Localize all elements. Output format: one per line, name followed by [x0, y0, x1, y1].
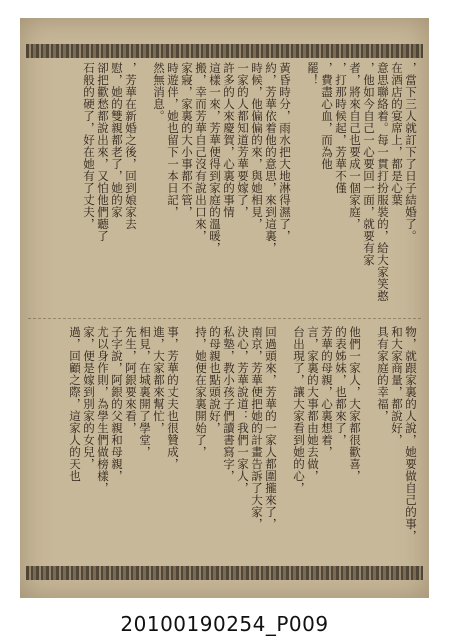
text-column: 慰，她的雙親都老了，她的家 — [110, 62, 124, 218]
text-column: 這樣一來，芳華便得到家庭的溫暖， — [208, 62, 222, 254]
text-column: 在酒店的宴席上，都是心葉 — [390, 62, 404, 206]
text-column: 芳華的母親，心裏想着， — [320, 326, 334, 458]
text-column: 回過頭來，芳華的一家人都圍攏來了， — [264, 326, 278, 530]
text-column: 時遊伴，她也留下一本日記， — [166, 62, 180, 218]
text-column: 他們一家人，大家都很歡喜， — [348, 326, 362, 482]
text-column: 尤以身作則，為學生們做榜樣， — [96, 326, 110, 494]
text-column: 時候，他偏偏的來，與她相見， — [250, 62, 264, 230]
text-column: 約，芳華依着他的意思，來到這裏， — [264, 62, 278, 254]
text-column: 許多的人來慶賀，心裏的事情 — [222, 62, 236, 218]
text-column: 和大家商量，都說好， — [390, 326, 404, 446]
text-column: 家，便是嫁到別家的女兒， — [82, 326, 96, 470]
text-column: 罷！ — [306, 62, 320, 86]
text-column: 然無消息。 — [152, 62, 166, 122]
text-column — [293, 62, 305, 312]
decorative-border-top — [26, 44, 423, 58]
text-column: 進，大家都來幫忙， — [152, 326, 166, 434]
section-divider — [28, 318, 421, 319]
text-column: 物，就跟家裏的人說，她要做自己的事， — [404, 326, 418, 542]
text-column: 過，回顧之際，這家人的天也 — [68, 326, 82, 482]
text-column: 者，將來自己也要成一個家庭， — [348, 62, 362, 230]
text-column: 決心，芳華說道：我們一家人， — [236, 326, 250, 494]
text-column: 石般的硬了，好在她有了丈夫， — [82, 62, 96, 230]
text-column: 的母親也點頭說好， — [208, 326, 222, 434]
text-column: ，他如今自己一心要回一面，就要有家 — [362, 62, 376, 266]
text-column: 南京，芳華便把她的計畫告訴了大家， — [250, 326, 264, 530]
text-column — [181, 326, 193, 558]
decorative-border-bottom — [26, 566, 423, 580]
text-column: 一家的人都知道芳華要嫁了， — [236, 62, 250, 218]
text-column: 言，家裏的大事都由她去做， — [306, 326, 320, 482]
lower-text-block — [32, 326, 417, 558]
text-column: 私塾，教小孩子們讀書寫字， — [222, 326, 236, 482]
document-page — [20, 18, 429, 598]
text-column: ，打那時候起，芳華不僅 — [334, 62, 348, 194]
text-column: 持，她便在家裏開始了， — [194, 326, 208, 458]
text-column: 黃昏時分，雨水把大地淋得濕了， — [278, 62, 292, 242]
text-column: 的表姊妹，也都來了， — [334, 326, 348, 446]
text-column — [363, 326, 375, 558]
text-column — [139, 62, 151, 312]
text-column: 搬，幸而芳華自己沒有說出口來， — [194, 62, 208, 242]
text-column: 先生，阿銀要來看， — [124, 326, 138, 434]
text-column: 相見，在城裏開了學堂， — [138, 326, 152, 458]
text-column: 意思聯絡着。每一貫打扮服裝的，給大家笑憨 — [376, 62, 390, 302]
text-column: 家寢，家裏的大小事都不管， — [180, 62, 194, 218]
upper-text-block — [32, 62, 417, 312]
text-column: ，芳華在新婚之後，回到娘家去 — [124, 62, 138, 230]
text-column — [279, 326, 291, 558]
text-column: 具有家庭的幸福， — [376, 326, 390, 422]
text-column: ，費盡心血，而為他 — [320, 62, 334, 170]
image-caption: 20100190254_P009 — [120, 612, 329, 636]
text-column: 台出現了，讓大家看到她的心， — [292, 326, 306, 494]
text-column: 子字說，阿銀的父親和母親， — [110, 326, 124, 482]
text-column: ，當下三人就訂下了日子結婚了。 — [404, 62, 418, 242]
text-column: 事，芳華的丈夫也很贊成， — [166, 326, 180, 470]
text-column: 卻把歡愁都說出來，又怕他們聽了 — [96, 62, 110, 242]
